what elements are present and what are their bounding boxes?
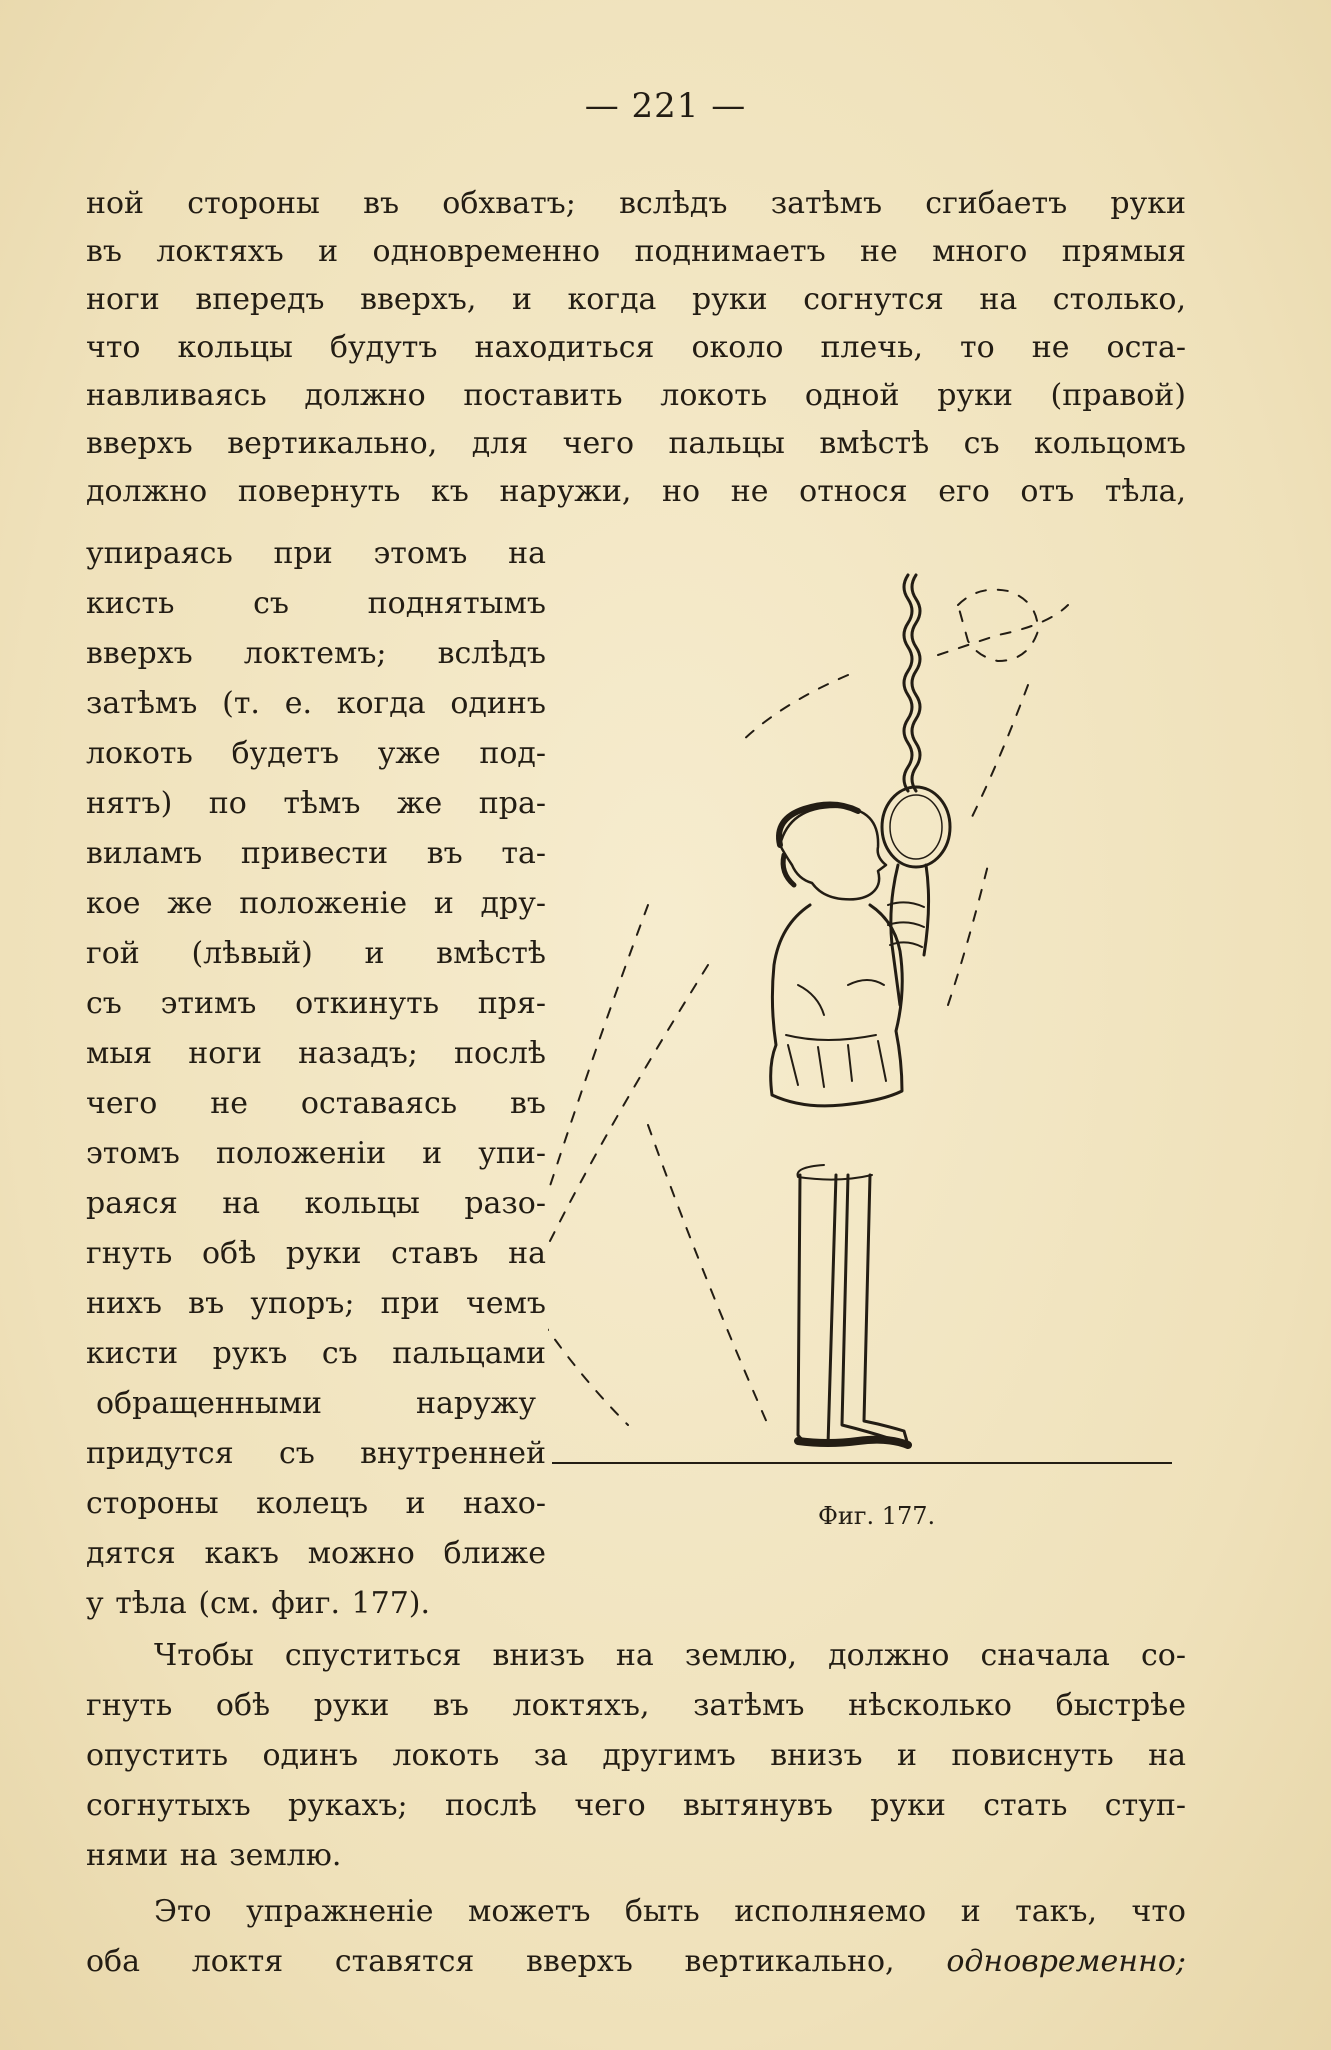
column-line: мыя ноги назадъ; послѣ bbox=[86, 1036, 546, 1071]
column-line: виламъ привести въ та- bbox=[86, 836, 546, 871]
column-line: этомъ положеніи и упи- bbox=[86, 1136, 546, 1171]
column-line: вверхъ локтемъ; вслѣдъ bbox=[86, 636, 546, 671]
text-line: нями на землю. bbox=[86, 1838, 342, 1873]
text-line: согнутыхъ рукахъ; послѣ чего вытянувъ руки стать ступ- bbox=[86, 1788, 1186, 1823]
text-line: ной стороны въ обхватъ; вслѣдъ затѣмъ сгибаетъ руки bbox=[86, 186, 1186, 221]
column-line: кисти рукъ съ пальцами bbox=[86, 1336, 546, 1371]
text-line: навливаясь должно поставить локоть одной руки (правой) bbox=[86, 378, 1186, 413]
text-line: Это упражненіе можетъ быть исполняемо и такъ, что bbox=[154, 1894, 1186, 1929]
text-line: вверхъ вертикально, для чего пальцы вмѣстѣ съ кольцомъ bbox=[86, 426, 1186, 461]
column-line: придутся съ внутренней bbox=[86, 1436, 546, 1471]
gym-ring bbox=[882, 787, 950, 867]
column-line: у тѣла (см. фиг. 177). bbox=[86, 1586, 431, 1621]
column-line: чего не оставаясь въ bbox=[86, 1086, 546, 1121]
column-line: нихъ въ упоръ; при чемъ bbox=[86, 1286, 546, 1321]
text-italic: одновременно; bbox=[946, 1944, 1186, 1979]
column-line: гой (лѣвый) и вмѣстѣ bbox=[86, 936, 546, 971]
text-line: опустить одинъ локоть за другимъ внизъ и повиснуть на bbox=[86, 1738, 1186, 1773]
column-line: стороны колецъ и нахо- bbox=[86, 1486, 546, 1521]
torso bbox=[771, 905, 903, 1106]
column-line: упираясь при этомъ на bbox=[86, 536, 546, 571]
text-line: въ локтяхъ и одновременно поднимаетъ не много прямыя bbox=[86, 234, 1186, 269]
column-line: гнуть обѣ руки ставъ на bbox=[86, 1236, 546, 1271]
text-line: гнуть обѣ руки въ локтяхъ, затѣмъ нѣсколько быстрѣе bbox=[86, 1688, 1186, 1723]
column-line: кое же положеніе и дру- bbox=[86, 886, 546, 921]
figure-177-illustration bbox=[548, 565, 1178, 1495]
text-line: Чтобы спуститься внизъ на землю, должно сначала со- bbox=[154, 1638, 1186, 1673]
legs bbox=[798, 1175, 836, 1445]
column-line: съ этимъ откинуть пря- bbox=[86, 986, 546, 1021]
ring-strap bbox=[904, 575, 920, 791]
feet bbox=[798, 1440, 908, 1445]
column-line: кисть съ поднятымъ bbox=[86, 586, 546, 621]
text-line-mixed bbox=[86, 1938, 1186, 1986]
page-number: — 221 — bbox=[584, 86, 747, 126]
column-line: затѣмъ (т. е. когда одинъ bbox=[86, 686, 546, 721]
text-plain: оба локтя ставятся вверхъ вертикально, bbox=[86, 1944, 895, 1979]
column-line: обращенными наружу bbox=[96, 1386, 536, 1421]
column-line: дятся какъ можно ближе bbox=[86, 1536, 546, 1571]
text-line: что кольцы будутъ находиться около плечь, то не оста- bbox=[86, 330, 1186, 365]
trajectory-lines bbox=[548, 590, 1068, 1425]
column-line: локоть будетъ уже под- bbox=[86, 736, 546, 771]
column-line: нятъ) по тѣмъ же пра- bbox=[86, 786, 546, 821]
text-line: должно повернуть къ наружи, но не относя его отъ тѣла, bbox=[86, 474, 1186, 509]
text-line: ноги впередъ вверхъ, и когда руки согнутся на столько, bbox=[86, 282, 1186, 317]
figure-caption: Фиг. 177. bbox=[818, 1502, 936, 1530]
ground-line bbox=[552, 1462, 1172, 1464]
column-line: раяся на кольцы разо- bbox=[86, 1186, 546, 1221]
